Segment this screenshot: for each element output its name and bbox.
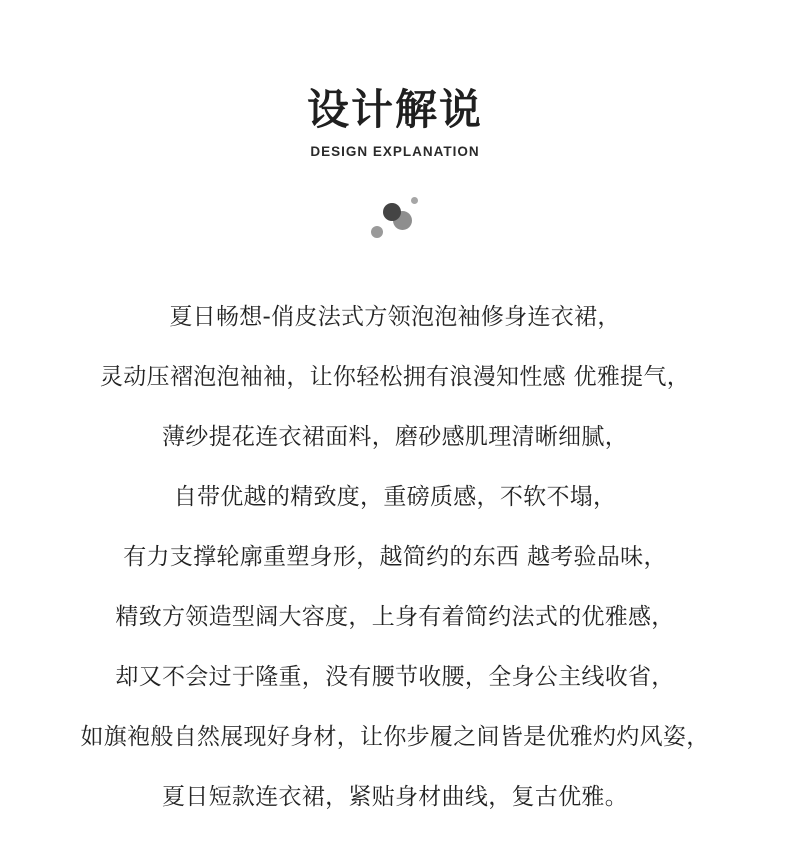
- section-header: [0, 82, 790, 162]
- description-line: 灵动压褶泡泡袖袖，让你轻松拥有浪漫知性感 优雅提气，: [99, 364, 691, 390]
- description-line: 夏日畅想-俏皮法式方领泡泡袖修身连衣裙，: [169, 304, 621, 330]
- description-line: 薄纱提花连衣裙面料，磨砂感肌理清晰细腻，: [162, 424, 628, 450]
- description-line: 精致方领造型阔大容度，上身有着简约法式的优雅感，: [115, 604, 675, 630]
- description-line: 却又不会过于隆重，没有腰节收腰，全身公主线收省，: [115, 664, 675, 690]
- dot-mid: [393, 211, 412, 230]
- section-title: 设计解说: [306, 85, 483, 134]
- description-line: 夏日短款连衣裙，紧贴身材曲线，复古优雅。: [162, 784, 628, 810]
- dot-small: [371, 226, 383, 238]
- description-line: 有力支撑轮廓重塑身形，越简约的东西 越考验品味，: [123, 544, 667, 570]
- section-subtitle: DESIGN EXPLANATION: [310, 144, 480, 159]
- description-line: 如旗袍般自然展现好身材，让你步履之间皆是优雅灼灼风姿，: [80, 724, 710, 750]
- description-line: 自带优越的精致度，重磅质感，不软不塌，: [173, 484, 617, 510]
- dot-tiny: [411, 197, 418, 204]
- description-text: [0, 292, 790, 832]
- dot-big: [383, 203, 401, 221]
